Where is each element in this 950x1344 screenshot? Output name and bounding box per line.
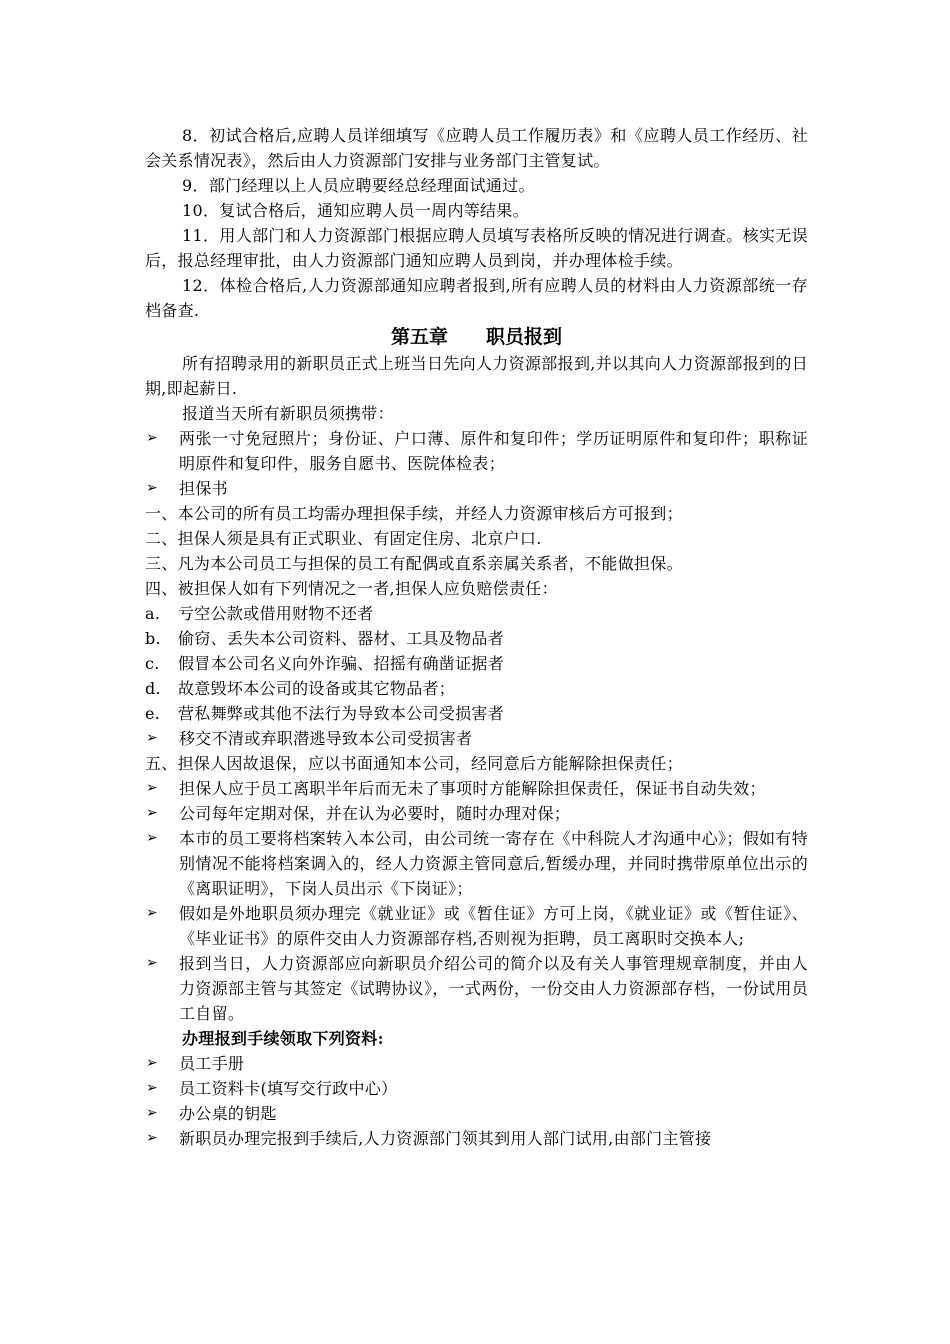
- list-item: [145, 1126, 808, 1151]
- letter-marker: d.: [145, 679, 161, 698]
- list-item-text: 两张一寸免冠照片；身份证、户口薄、原件和复印件；学历证明原件和复印件；职称证明原件和复印件，服务自愿书、医院体检表；: [179, 429, 808, 473]
- list-item-text: 移交不清或弃职潜逃导致本公司受损害者: [179, 729, 473, 748]
- bullet-arrow-icon: ➢: [146, 1055, 159, 1071]
- numbered-item-2: 二、担保人须是具有正式职业、有固定住房、北京户口.: [145, 529, 542, 548]
- numbered-item-5: 五、担保人因故退保，应以书面通知本公司，经同意后方能解除担保责任；: [145, 754, 683, 773]
- list-item-text: 员工手册: [179, 1054, 245, 1073]
- list-item-text: 担保书: [179, 479, 228, 498]
- list-item-text: 本市的员工要将档案转入本公司，由公司统一寄存在《中科院人才沟通中心》；假如有特别情况不能将档案调入的，经人力资源主管同意后,暂缓办理，并同时携带原单位出示的《离职证明》，下岗人员出示《下岗证》；: [179, 829, 808, 898]
- paragraph-item-9: 9．部门经理以上人员应聘要经总经理面试通过。: [182, 176, 535, 195]
- lettered-item-text: 营私舞弊或其他不法行为导致本公司受损害者: [178, 704, 505, 723]
- lettered-item-text: 假冒本公司名义向外诈骗、招摇有确凿证据者: [178, 654, 505, 673]
- bullet-arrow-icon: ➢: [146, 830, 159, 846]
- paragraph-item-8: 8．初试合格后,应聘人员详细填写《应聘人员工作履历表》和《应聘人员工作经历、社会关系情况表》，然后由人力资源部门安排与业务部门主管复试。: [145, 126, 808, 170]
- lettered-item: [145, 676, 808, 701]
- list-item-text: 员工资料卡(填写交行政中心）: [179, 1079, 398, 1098]
- list-item: [145, 1101, 808, 1126]
- paragraph-item-10: 10．复试合格后，通知应聘人员一周内等结果。: [182, 201, 529, 220]
- bullet-arrow-icon: ➢: [146, 905, 159, 921]
- list-item: [145, 951, 808, 1026]
- list-item-text: 新职员办理完报到手续后,人力资源部门领其到用人部门试用,由部门主管接: [179, 1129, 712, 1148]
- bullet-arrow-icon: ➢: [146, 805, 159, 821]
- bullet-arrow-icon: ➢: [146, 730, 159, 746]
- document-body: [145, 123, 808, 1151]
- bullet-arrow-icon: ➢: [146, 430, 159, 446]
- list-item: [145, 726, 808, 751]
- carry-items-intro: 报道当天所有新职员须携带：: [182, 404, 394, 423]
- list-item: [145, 801, 808, 826]
- chapter-title: 第五章 职员报到: [390, 326, 562, 348]
- lettered-item-text: 偷窃、丢失本公司资料、器材、工具及物品者: [178, 629, 505, 648]
- paragraph-item-11: 11．用人部门和人力资源部门根据应聘人员填写表格所反映的情况进行调查。核实无误后，报总经理审批，由人力资源部门通知应聘人员到岗，并办理体检手续。: [145, 226, 808, 270]
- list-item: [145, 1076, 808, 1101]
- lettered-item: [145, 651, 808, 676]
- bullet-arrow-icon: ➢: [146, 480, 159, 496]
- numbered-item-3: 三、凡为本公司员工与担保的员工有配偶或直系亲属关系者，不能做担保。: [145, 554, 683, 573]
- bullet-arrow-icon: ➢: [146, 955, 159, 971]
- letter-marker: c.: [145, 654, 160, 673]
- letter-marker: b.: [145, 629, 161, 648]
- list-item: [145, 776, 808, 801]
- list-item: [145, 1051, 808, 1076]
- list-item: [145, 901, 808, 951]
- lettered-item: [145, 601, 808, 626]
- bullet-arrow-icon: ➢: [146, 1080, 159, 1096]
- list-item: [145, 476, 808, 501]
- list-item-text: 担保人应于员工离职半年后而无未了事项时方能解除担保责任，保证书自动失效；: [179, 779, 766, 798]
- letter-marker: e.: [145, 704, 161, 723]
- list-item: [145, 826, 808, 901]
- bullet-arrow-icon: ➢: [146, 1105, 159, 1121]
- lettered-item-text: 故意毁坏本公司的设备或其它物品者；: [178, 679, 456, 698]
- list-item-text: 报到当日，人力资源部应向新职员介绍公司的简介以及有关人事管理规章制度，并由人力资源部主管与其签定《试聘协议》，一式两份，一份交由人力资源部存档，一份试用员工自留。: [179, 954, 808, 1023]
- lettered-item-text: 亏空公款或借用财物不还者: [178, 604, 374, 623]
- bullet-arrow-icon: ➢: [146, 1130, 159, 1146]
- letter-marker: a.: [145, 604, 161, 623]
- list-item-text: 公司每年定期对保，并在认为必要时，随时办理对保；: [179, 804, 571, 823]
- bullet-arrow-icon: ➢: [146, 780, 159, 796]
- paragraph-item-12: 12．体检合格后,人力资源部通知应聘者报到,所有应聘人员的材料由人力资源部统一存档备查.: [145, 276, 808, 320]
- numbered-item-4: 四、被担保人如有下列情况之一者,担保人应负赔偿责任：: [145, 579, 558, 598]
- intro-paragraph: 所有招聘录用的新职员正式上班当日先向人力资源部报到,并以其向人力资源部报到的日期,即起薪日.: [145, 354, 808, 398]
- list-item-text: 假如是外地职员须办理完《就业证》或《暂住证》方可上岗，《就业证》或《暂住证》、《毕业证书》的原件交由人力资源部存档,否则视为拒聘，员工离职时交换本人;: [179, 904, 808, 948]
- lettered-item: [145, 701, 808, 726]
- materials-heading: 办理报到手续领取下列资料:: [182, 1029, 384, 1048]
- list-item: [145, 426, 808, 476]
- numbered-item-1: 一、本公司的所有员工均需办理担保手续，并经人力资源审核后方可报到；: [145, 504, 683, 523]
- list-item-text: 办公桌的钥匙: [179, 1104, 277, 1123]
- lettered-item: [145, 626, 808, 651]
